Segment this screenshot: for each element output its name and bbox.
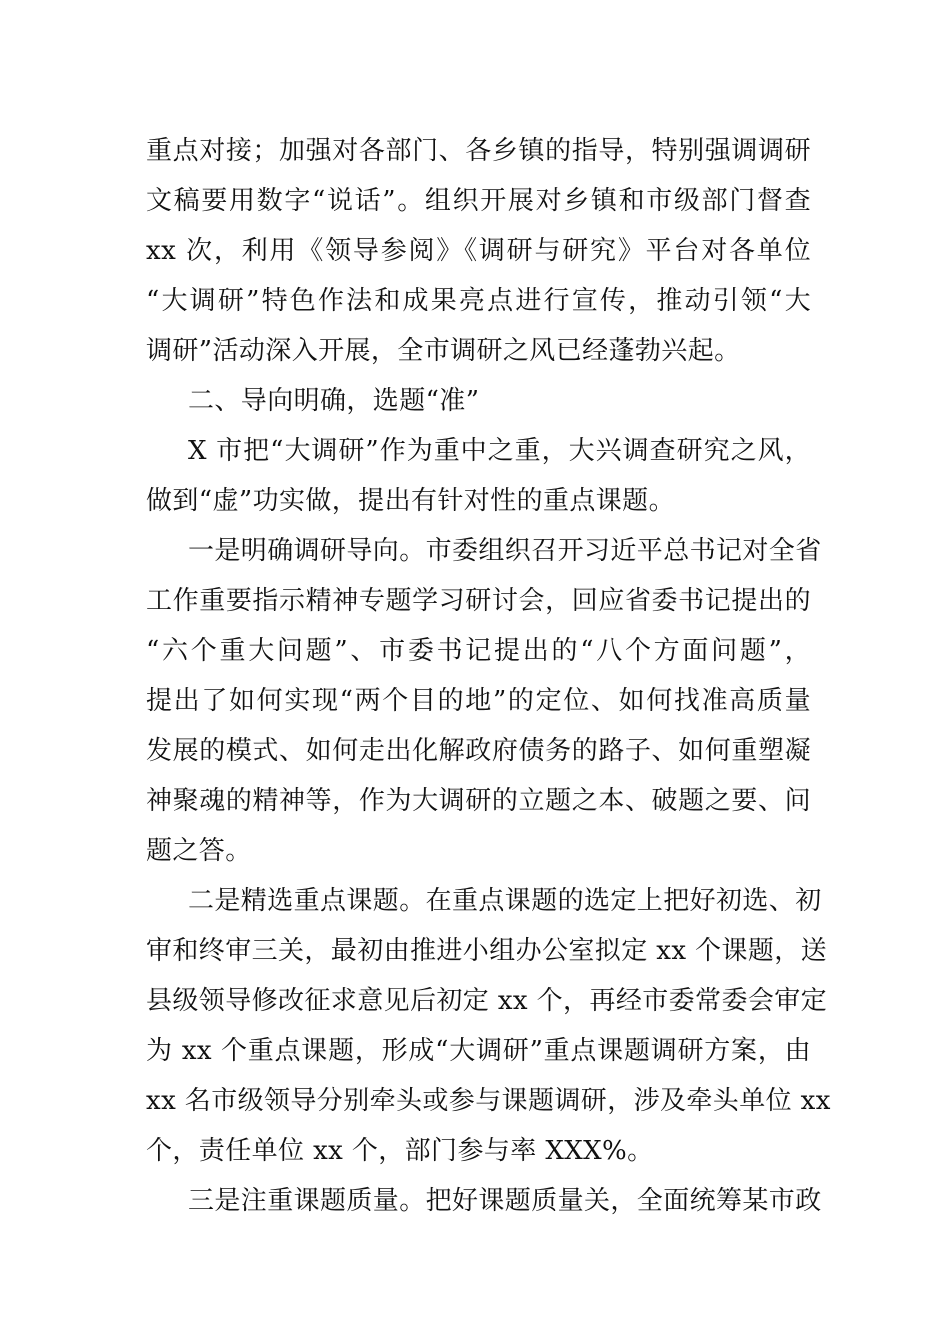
text-line: 一是明确调研导向。市委组织召开习近平总书记对全省 xyxy=(188,536,822,566)
text-line: 工作重要指示精神专题学习研讨会，回应省委书记提出的 xyxy=(146,586,811,616)
text-line: 为 xx 个重点课题，形成“大调研”重点课题调研方案，由 xyxy=(146,1036,811,1066)
text-line: 三是注重课题质量。把好课题质量关，全面统筹某市政 xyxy=(188,1186,822,1216)
text-line: 县级领导修改征求意见后初定 xx 个，再经市委常委会审定 xyxy=(146,986,828,1016)
text-line: 审和终审三关，最初由推进小组办公室拟定 xx 个课题，送 xyxy=(146,936,828,966)
text-line: 题之答。 xyxy=(146,836,252,866)
text-line: 做到“虚”功实做，提出有针对性的重点课题。 xyxy=(146,486,675,516)
text-line: 文稿要用数字“说话”。组织开展对乡镇和市级部门督查 xyxy=(146,186,811,216)
text-line: “大调研”特色作法和成果亮点进行宣传，推动引领“大 xyxy=(146,286,811,316)
text-line: xx 名市级领导分别牵头或参与课题调研，涉及牵头单位 xx xyxy=(146,1086,831,1116)
text-line: 重点对接；加强对各部门、各乡镇的指导，特别强调调研 xyxy=(146,136,811,166)
text-line: “六个重大问题”、市委书记提出的“八个方面问题”， xyxy=(146,636,811,666)
text-line: 调研”活动深入开展，全市调研之风已经蓬勃兴起。 xyxy=(146,336,741,366)
text-line: 发展的模式、如何走出化解政府债务的路子、如何重塑凝 xyxy=(146,736,811,766)
text-line: 二是精选重点课题。在重点课题的选定上把好初选、初 xyxy=(188,886,822,916)
text-line: X 市把“大调研”作为重中之重，大兴调查研究之风， xyxy=(188,436,811,466)
text-line: xx 次，利用《领导参阅》《调研与研究》平台对各单位 xyxy=(146,236,811,266)
text-line: 提出了如何实现“两个目的地”的定位、如何找准高质量 xyxy=(146,686,811,716)
section-heading: 二、导向明确，选题“准” xyxy=(188,386,480,416)
text-line: 神聚魂的精神等，作为大调研的立题之本、破题之要、问 xyxy=(146,786,811,816)
text-line: 个，责任单位 xx 个，部门参与率 XXX%。 xyxy=(146,1136,654,1166)
